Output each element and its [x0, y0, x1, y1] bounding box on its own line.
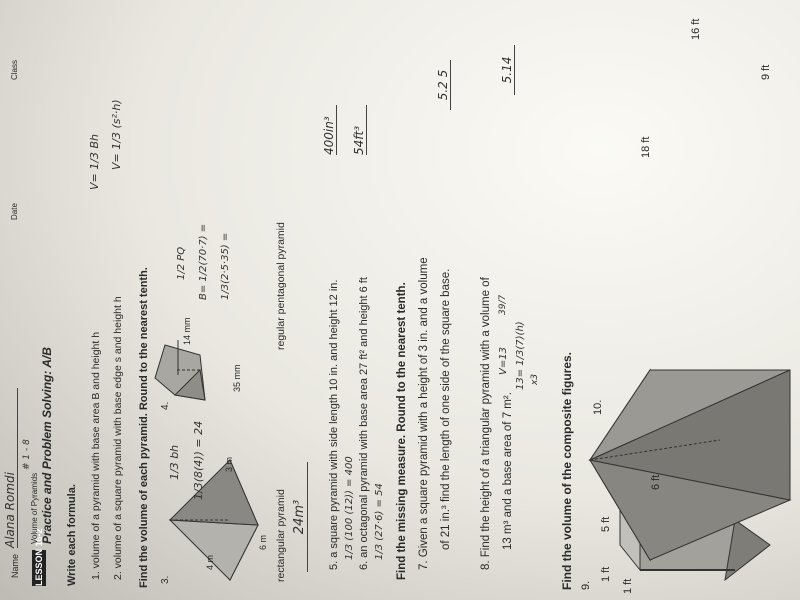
date-label: Date: [10, 203, 19, 220]
q3-caption: rectangular pyramid: [275, 489, 287, 582]
composite-heading: Find the volume of the composite figures.: [560, 351, 574, 590]
q4-caption: regular pentagonal pyramid: [275, 222, 287, 350]
q3-work-2: 1/3(8(4)) = 24: [192, 420, 205, 500]
q5-text: 5. a square pyramid with side length 10 in. and height 12 in.: [328, 279, 340, 570]
q9-dim-2: 1 ft: [622, 578, 634, 594]
q3-dim-1: 4 m: [205, 554, 215, 570]
q3-work-1: 1/3 bh: [168, 444, 181, 480]
pentagonal-pyramid-figure: [155, 340, 205, 400]
hand-note: # 1 - 8: [22, 439, 32, 470]
q4-number: 4.: [160, 401, 171, 410]
q4-dim-1: 14 mm: [182, 317, 192, 345]
class-label: Class: [10, 59, 19, 80]
q4-dim-2: 35 mm: [232, 364, 242, 392]
q9-dim-1: 1 ft: [600, 566, 612, 582]
q4-work-1: 1/2 PQ: [176, 246, 187, 280]
missing-measure-heading: Find the missing measure. Round to the nearest tenth.: [396, 282, 408, 580]
q6-work: 1/3 (27·6) = 54: [374, 483, 385, 560]
q8-work-1: V=13: [498, 347, 509, 375]
name-value: Alana Romdi: [3, 388, 18, 548]
q8-line1: 8. Find the height of a triangular pyramid with a volume of: [480, 277, 492, 570]
q9-dim-4: 6 ft: [650, 474, 662, 490]
q10-number: 10.: [592, 399, 604, 415]
q9-number: 9.: [580, 580, 592, 590]
lesson-badge: LESSON 16-2: [34, 528, 44, 586]
q4-work-3: 1/3(2·5·35) =: [220, 232, 231, 300]
q1-answer: V= 1/3 Bh: [88, 134, 101, 190]
q3-dim-3: 6 m: [258, 534, 268, 550]
q7-line2: of 21 in.³ find the length of one side of the square base.: [440, 268, 452, 550]
q9-dim-3: 5 ft: [600, 516, 612, 532]
q8-work-4: 39/7: [498, 294, 508, 315]
name-label: Name: [10, 553, 20, 578]
q10-dim-2: 18 ft: [640, 136, 652, 158]
lesson-title: Practice and Problem Solving: A/B: [40, 347, 54, 544]
q8-work-2: 13= 1/3(7)(h): [515, 321, 526, 390]
q1-text: 1. volume of a pyramid with base area B and height h: [90, 331, 102, 580]
volume-heading: Find the volume of each pyramid. Round to the nearest tenth.: [138, 267, 150, 588]
q3-answer: 24m³: [292, 462, 308, 572]
formula-heading: Write each formula.: [66, 484, 78, 586]
q7-line1: 7. Given a square pyramid with a height of 3 in. and a volume: [418, 257, 430, 570]
q8-line2: 13 m³ and a base area of 7 m².: [502, 392, 514, 550]
q10-dim-1: 16 ft: [690, 18, 702, 40]
q2-text: 2. volume of a square pyramid with base edge s and height h: [112, 296, 124, 580]
q8-answer: 5.14: [500, 45, 515, 95]
q7-answer: 5.2 5: [436, 60, 451, 110]
q2-answer: V= 1/3 (s²·h): [110, 99, 123, 170]
q3-dim-2: 3 m: [224, 456, 234, 472]
q8-work-3: x3: [530, 373, 540, 385]
lesson-subtitle: Volume of Pyramids: [30, 472, 39, 544]
q4-work-2: B= 1/2(70·7) =: [198, 223, 209, 300]
q5-answer: 400in³: [322, 105, 337, 155]
q5-work: 1/3 (100 (12)) = 400: [344, 456, 355, 560]
q3-number: 3.: [160, 575, 171, 584]
q6-answer: 54ft³: [352, 105, 367, 155]
q10-dim-3: 9 ft: [760, 64, 772, 80]
q6-text: 6. an octagonal pyramid with base area 27 ft² and height 6 ft: [358, 277, 370, 570]
